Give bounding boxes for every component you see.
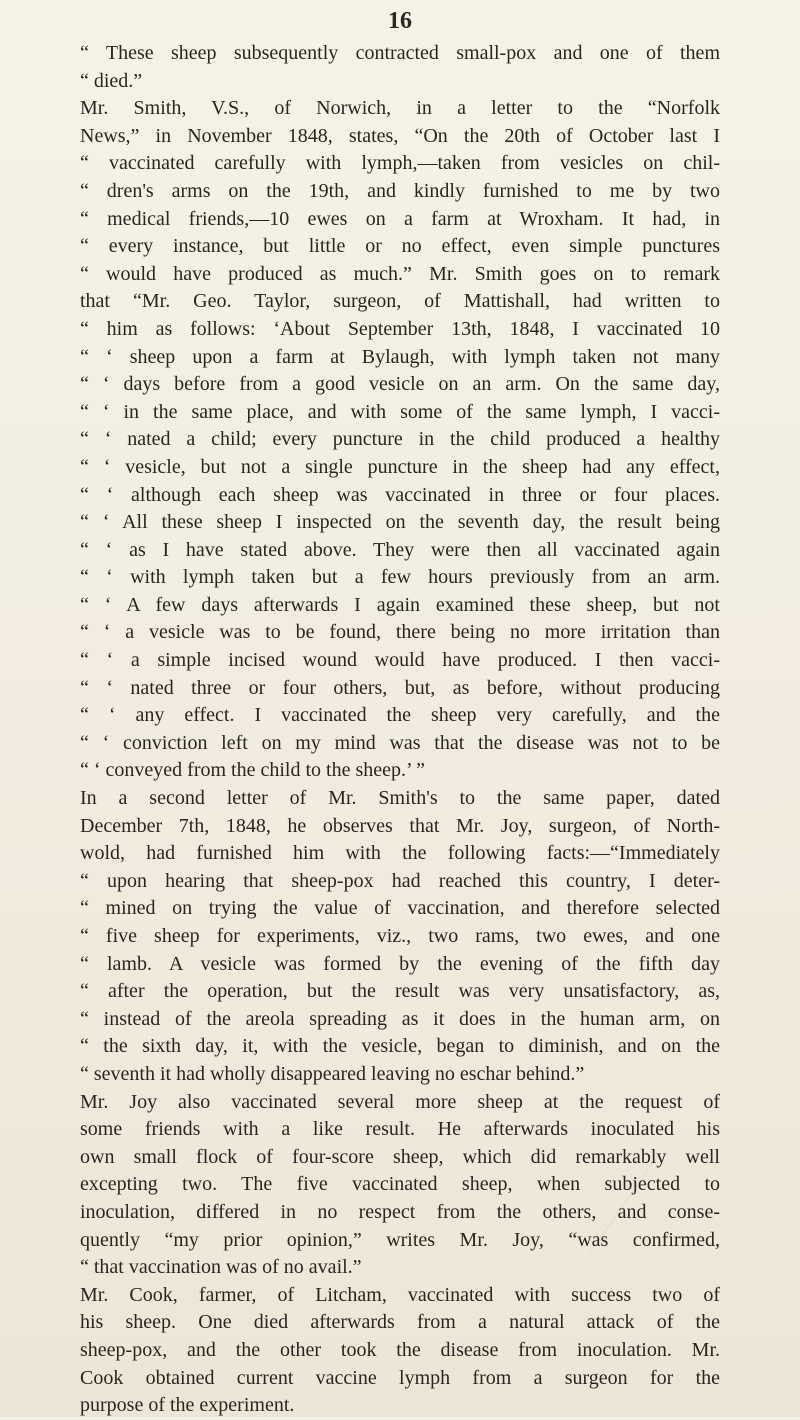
text-line: “ ‘ any effect. I vaccinated the sheep very carefully, and the	[80, 704, 720, 727]
text-line: sheep-pox, and the other took the disease from inoculation. Mr.	[80, 1338, 720, 1361]
text-line: “ ‘ sheep upon a farm at Bylaugh, with lymph taken not many	[80, 345, 720, 368]
text-line: excepting two. The five vaccinated sheep, when subjected to	[80, 1173, 720, 1196]
text-line: “ ‘ in the same place, and with some of the same lymph, I vacci-	[80, 400, 720, 423]
text-line: “ These sheep subsequently contracted small-pox and one of them	[80, 42, 720, 64]
text-line: inoculation, differed in no respect from the others, and conse-	[80, 1200, 720, 1223]
text-line: Cook obtained current vaccine lymph from a surgeon for the	[80, 1366, 720, 1389]
text-line: “ ‘ as I have stated above. They were then all vaccinated again	[80, 538, 720, 561]
text-line: “ instead of the areola spreading as it does in the human arm, on	[80, 1007, 720, 1030]
text-line: “ died.”	[80, 69, 143, 92]
text-line: News,” in November 1848, states, “On the 20th of October last I	[80, 124, 720, 147]
text-line: “ ‘ a vesicle was to be found, there being no more irritation than	[80, 621, 720, 644]
text-line: own small flock of four-score sheep, which did remarkably well	[80, 1145, 720, 1168]
text-line: “ ‘ conviction left on my mind was that the disease was not to be	[80, 731, 720, 754]
text-line: “ ‘ days before from a good vesicle on an arm. On the same day,	[80, 373, 720, 396]
text-line: “ ‘ vesicle, but not a single puncture in the sheep had any effect,	[80, 455, 720, 478]
text-line: Mr. Smith, V.S., of Norwich, in a letter to the “Norfolk	[80, 97, 720, 120]
text-line: December 7th, 1848, he observes that Mr. Joy, surgeon, of North-	[80, 814, 720, 837]
text-line: “ after the operation, but the result was very unsatisfactory, as,	[80, 980, 720, 1003]
text-line: “ ‘ nated a child; every puncture in the child produced a healthy	[80, 428, 720, 451]
text-line: some friends with a like result. He afterwards inoculated his	[80, 1118, 720, 1141]
text-line: “ lamb. A vesicle was formed by the evening of the fifth day	[80, 952, 720, 975]
text-line: In a second letter of Mr. Smith's to the same paper, dated	[80, 787, 720, 810]
text-line: “ ‘ All these sheep I inspected on the seventh day, the result being	[80, 511, 720, 534]
text-line: purpose of the experiment.	[80, 1394, 295, 1417]
text-line: “ ‘ conveyed from the child to the sheep.’ ”	[80, 759, 426, 782]
text-line: “ him as follows: ‘About September 13th, 1848, I vaccinated 10	[80, 317, 720, 340]
text-line: his sheep. One died afterwards from a natural attack of the	[80, 1311, 720, 1334]
text-line: “ seventh it had wholly disappeared leaving no eschar behind.”	[80, 1062, 585, 1085]
text-line: “ ‘ although each sheep was vaccinated in three or four places.	[80, 483, 720, 506]
text-line: “ ‘ with lymph taken but a few hours previously from an arm.	[80, 566, 720, 589]
text-line: “ dren's arms on the 19th, and kindly furnished to me by two	[80, 179, 720, 202]
text-line: “ that vaccination was of no avail.”	[80, 1256, 362, 1279]
text-line: “ would have produced as much.” Mr. Smith goes on to remark	[80, 262, 720, 285]
text-line: “ five sheep for experiments, viz., two rams, two ewes, and one	[80, 925, 720, 947]
text-line: “ every instance, but little or no effect, even simple punctures	[80, 235, 720, 258]
text-line: “ medical friends,—10 ewes on a farm at Wroxham. It had, in	[80, 207, 720, 230]
page-number: 16	[388, 8, 412, 34]
text-line: Mr. Cook, farmer, of Litcham, vaccinated with success two of	[80, 1283, 720, 1306]
text-line: that “Mr. Geo. Taylor, surgeon, of Mattishall, had written to	[80, 290, 720, 313]
text-line: “ vaccinated carefully with lymph,—taken from vesicles on chil-	[80, 152, 720, 175]
text-line: “ ‘ A few days afterwards I again examined these sheep, but not	[80, 593, 720, 616]
text-line: “ ‘ a simple incised wound would have produced. I then vacci-	[80, 649, 720, 672]
text-line: “ mined on trying the value of vaccination, and therefore selected	[80, 897, 720, 920]
text-line: quently “my prior opinion,” writes Mr. Joy, “was confirmed,	[80, 1228, 720, 1251]
text-line: “ the sixth day, it, with the vesicle, began to diminish, and on the	[80, 1035, 720, 1058]
text-line: “ upon hearing that sheep-pox had reached this country, I deter-	[80, 869, 720, 892]
text-line: Mr. Joy also vaccinated several more sheep at the request of	[80, 1090, 720, 1113]
text-line: “ ‘ nated three or four others, but, as before, without producing	[80, 676, 720, 699]
text-line: wold, had furnished him with the following facts:—“Immediately	[80, 842, 720, 865]
